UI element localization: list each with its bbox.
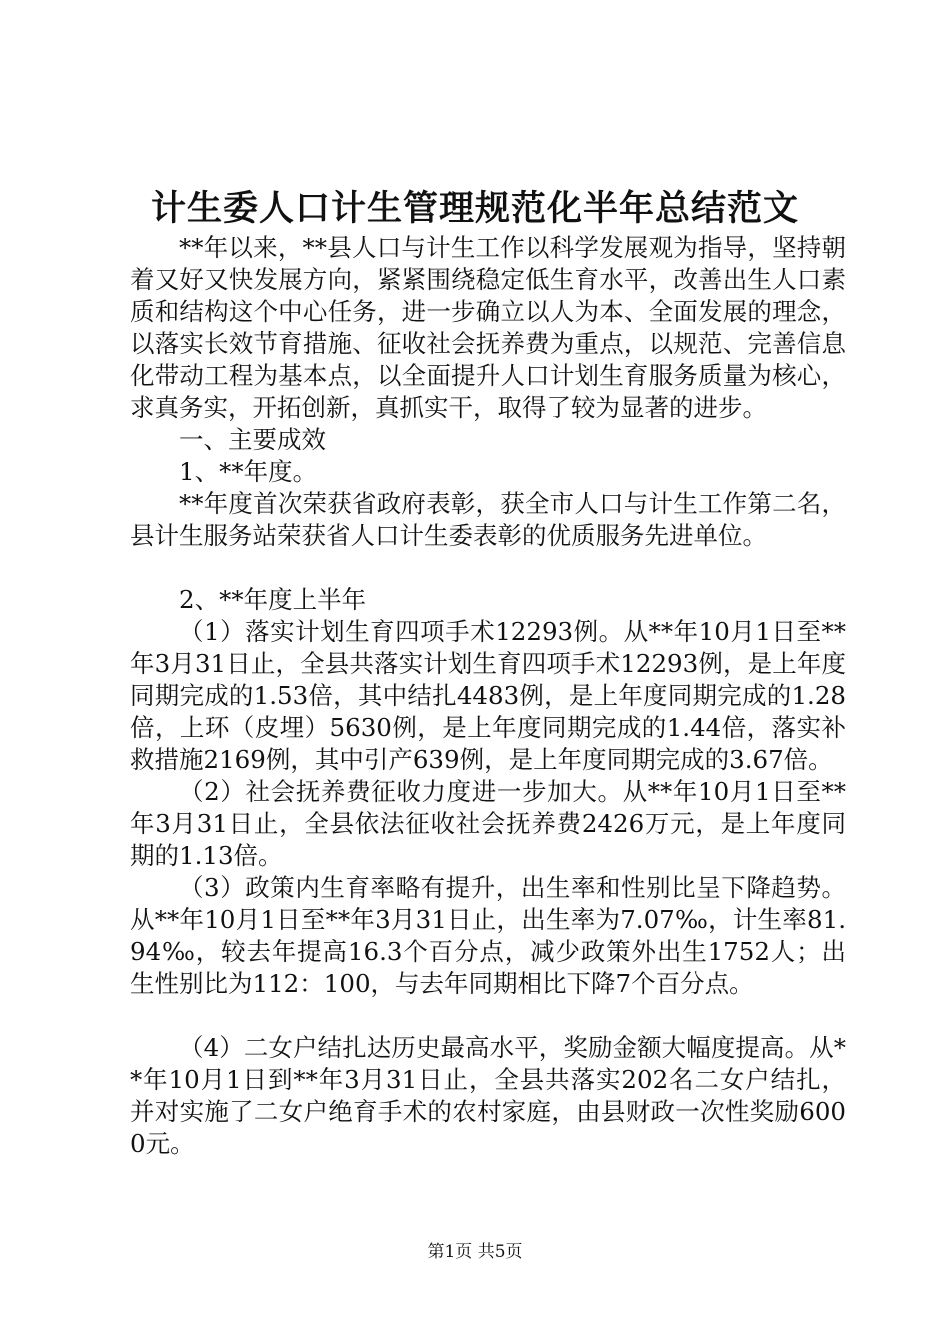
section-heading-main-results: 一、主要成效: [179, 425, 326, 454]
item-4-paragraph: （4）二女户结扎达历史最高水平，奖励金额大幅度提高。从**年10月1日到**年3月31日止，全县共落实202名二女户结扎，并对实施了二女户绝育手术的农村家庭，由县财政一次性奖励6000元。: [130, 1033, 846, 1158]
subheading-year: 1、**年度。: [179, 457, 318, 486]
document-body: [130, 232, 846, 1160]
subheading-half-year: 2、**年度上半年: [179, 585, 367, 614]
page-footer: 第1页 共5页: [427, 1242, 523, 1262]
document-title: 计生委人口计生管理规范化半年总结范文: [150, 188, 799, 229]
item-2-paragraph: （2）社会抚养费征收力度进一步加大。从**年10月1日至**年3月31日止，全县依法征收社会抚养费2426万元，是上年度同期的1.13倍。: [130, 777, 846, 870]
item-3-paragraph: （3）政策内生育率略有提升，出生率和性别比呈下降趋势。从**年10月1日至**年3月31日止，出生率为7.07‰，计生率81.94‰，较去年提高16.3个百分点，减少政策外出生1752人；出生性别比为112：100，与去年同期相比下降7个百分点。: [130, 873, 846, 998]
year-achievements-paragraph: **年度首次荣获省政府表彰，获全市人口与计生工作第二名，县计生服务站荣获省人口计生委表彰的优质服务先进单位。: [130, 489, 846, 550]
item-1-paragraph: （1）落实计划生育四项手术12293例。从**年10月1日至**年3月31日止，全县共落实计划生育四项手术12293例，是上年度同期完成的1.53倍，其中结扎4483例，是上年度同期完成的1.28倍，上环（皮埋）5630例，是上年度同期完成的1.44倍，落实补救措施2169例，其中引产639例，是上年度同期完成的3.67倍。: [130, 617, 846, 774]
intro-paragraph: **年以来，**县人口与计生工作以科学发展观为指导，坚持朝着又好又快发展方向，紧紧围绕稳定低生育水平，改善出生人口素质和结构这个中心任务，进一步确立以人为本、全面发展的理念，以落实长效节育措施、征收社会抚养费为重点，以规范、完善信息化带动工程为基本点，以全面提升人口计划生育服务质量为核心，求真务实，开拓创新，真抓实干，取得了较为显著的进步。: [130, 233, 846, 422]
